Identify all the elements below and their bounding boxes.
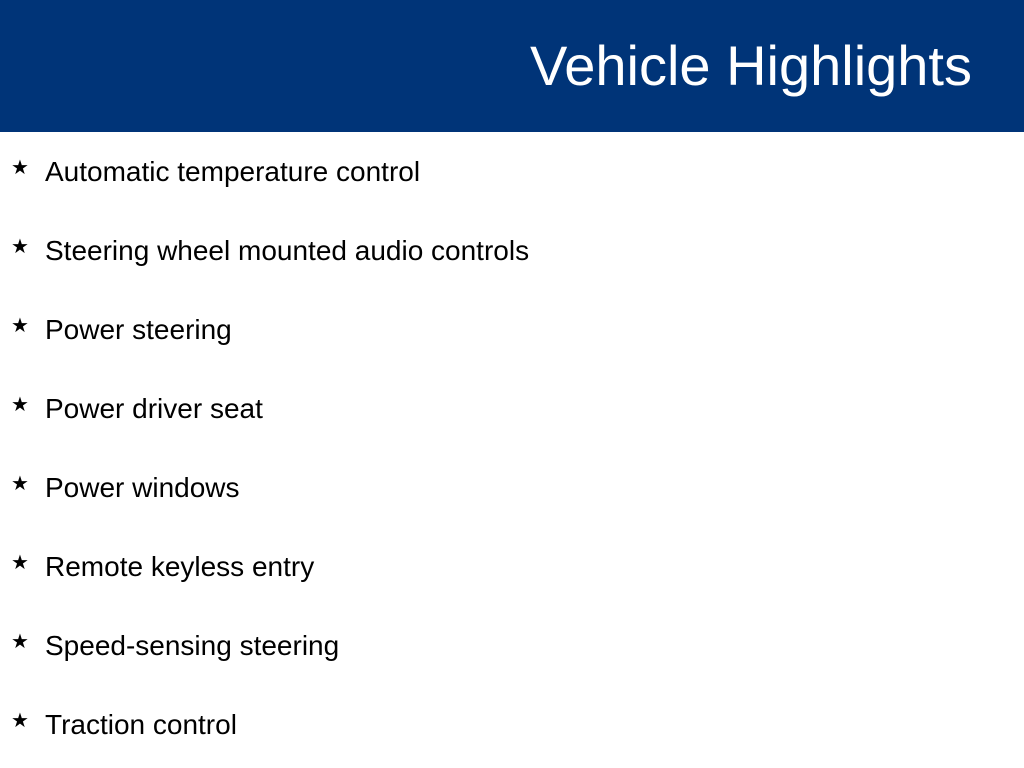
list-item-label: Power windows (45, 472, 240, 503)
star-icon: ★ (11, 710, 29, 732)
star-icon: ★ (11, 394, 29, 416)
star-icon: ★ (11, 631, 29, 653)
list-item-label: Steering wheel mounted audio controls (45, 235, 530, 266)
star-icon: ★ (11, 473, 29, 495)
list-item-label: Remote keyless entry (45, 551, 315, 582)
list-item-label: Automatic temperature control (45, 156, 421, 187)
star-icon: ★ (11, 315, 29, 337)
star-icon: ★ (11, 236, 29, 258)
star-icon: ★ (11, 552, 29, 574)
header-bar (0, 0, 1024, 132)
list-item-label: Power steering (45, 314, 232, 345)
list-item-label: Speed-sensing steering (45, 630, 340, 661)
star-icon: ★ (11, 157, 29, 179)
list-item-label: Power driver seat (45, 393, 263, 424)
list-item-label: Traction control (45, 709, 237, 740)
slide-title: Vehicle Highlights (529, 34, 972, 97)
